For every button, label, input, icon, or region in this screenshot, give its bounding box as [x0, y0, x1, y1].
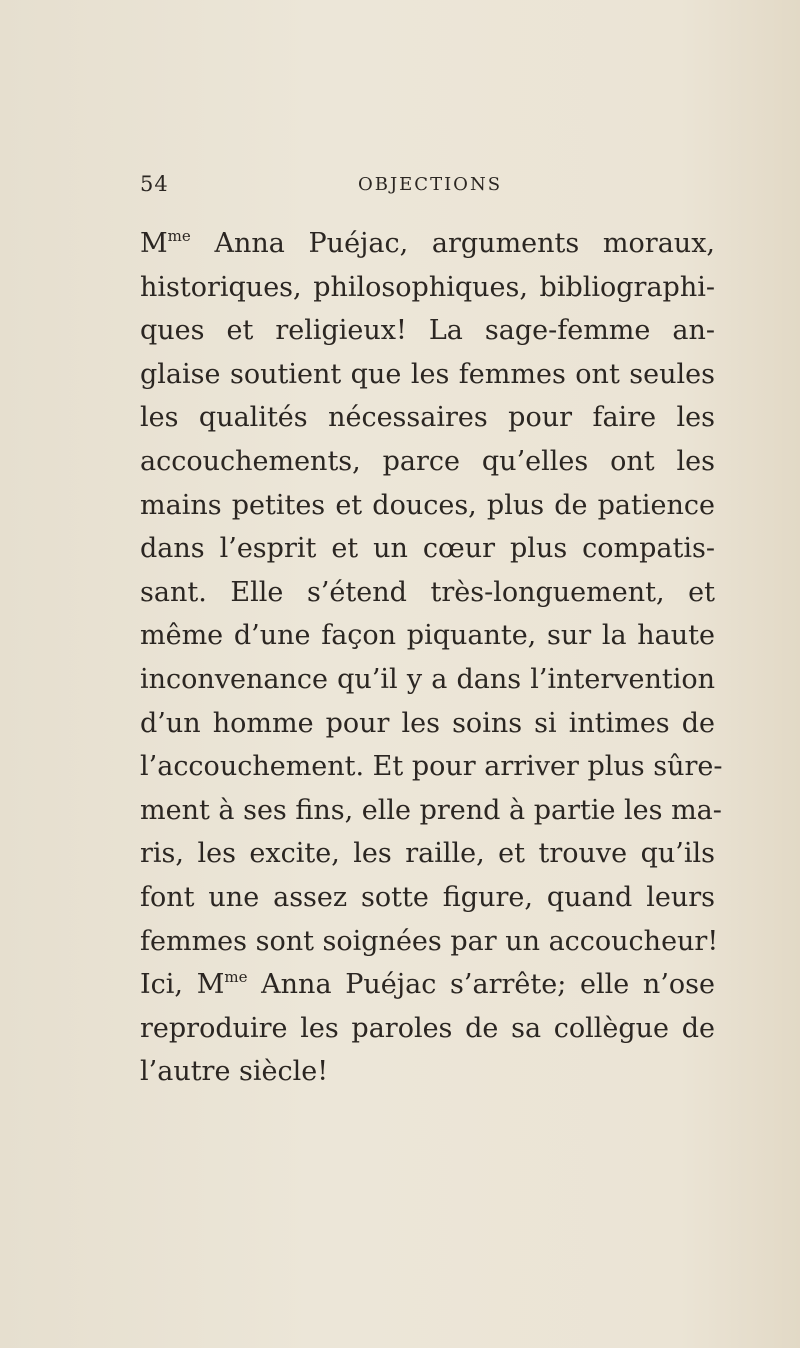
text-line: accouchements, parce qu’elles ont les: [140, 445, 715, 477]
text-line: d’un homme pour les soins si intimes de: [140, 707, 715, 739]
text-line: inconvenance qu’il y a dans l’intervention: [140, 663, 715, 695]
text-line: font une assez sotte figure, quand leurs: [140, 881, 715, 913]
text-line: glaise soutient que les femmes ont seules: [140, 358, 715, 390]
running-title: OBJECTIONS: [357, 174, 503, 195]
text-line: reproduire les paroles de sa collègue de: [140, 1012, 715, 1044]
text-line: femmes sont soignées par un accoucheur!: [140, 925, 719, 957]
text-line: même d’une façon piquante, sur la haute: [140, 620, 715, 652]
text-line: ques et religieux! La sage-femme an-: [140, 315, 715, 347]
text-line: ment à ses fins, elle prend à partie les ma-: [140, 794, 722, 826]
text-line: Ici, $M^{me}$ Anna Puéjac s’arrête; elle n’ose: [140, 968, 715, 1001]
body-text: [140, 222, 723, 1094]
page-header: [140, 172, 700, 202]
text-line: $M^{me}$ Anna Puéjac, arguments moraux,: [140, 227, 715, 259]
text-line: dans l’esprit et un cœur plus compatis-: [140, 533, 715, 565]
text-line: l’autre siècle!: [140, 1056, 329, 1088]
text-line: sant. Elle s’étend très-longuement, et: [140, 576, 715, 608]
text-line: les qualités nécessaires pour faire les: [140, 402, 715, 434]
text-line: historiques, philosophiques, bibliographi-: [140, 271, 715, 303]
text-line: mains petites et douces, plus de patience: [140, 489, 715, 521]
text-line: ris, les excite, les raille, et trouve qu’ils: [140, 838, 715, 870]
text-line: l’accouchement. Et pour arriver plus sûre-: [140, 751, 723, 783]
page-number: 54: [140, 172, 169, 196]
